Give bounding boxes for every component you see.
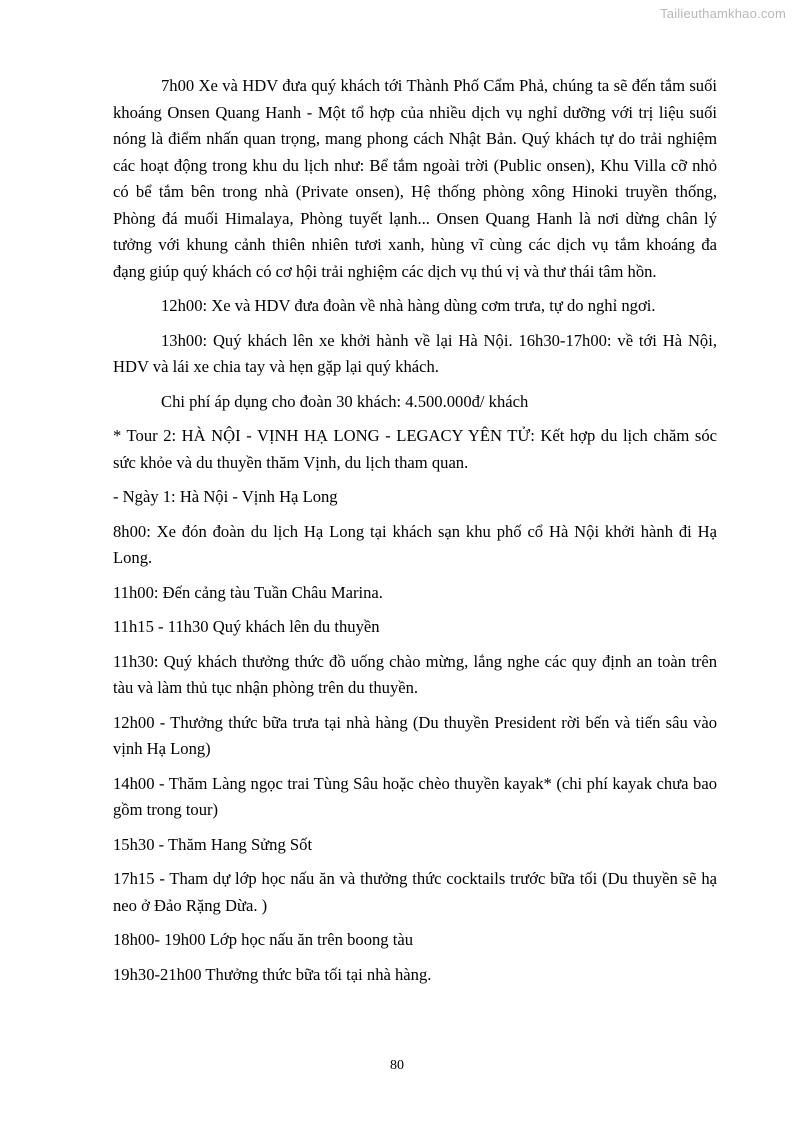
schedule-item-1100: 11h00: Đến cảng tàu Tuần Châu Marina. <box>113 582 383 602</box>
page-number: 80 <box>390 1058 404 1073</box>
schedule-item-1530: 15h30 - Thăm Hang Sửng Sốt <box>113 834 313 854</box>
paragraph-onsen-visit: 7h00 Xe và HDV đưa quý khách tới Thành Phố Cẩm Phả, chúng ta sẽ đến tắm suối khoáng Onsen Quang Hanh - Một tổ hợp của nhiều dịch vụ nghỉ dưỡng với trị liệu suối nóng là điểm nhấn quan trọng, mang phong cách Nhật Bản. Quý khách tự do trải nghiệm các hoạt động trong khu du lịch như: Bể tắm ngoài trời (Public onsen), Khu Villa cỡ nhỏ có bể tắm bên trong nhà (Private onsen), Hệ thống phòng xông Hinoki truyền thống, Phòng đá muối Himalaya, Phòng tuyết lạnh... Onsen Quang Hanh là nơi dừng chân lý tưởng với khung cảnh thiên nhiên tươi xanh, hùng vĩ cùng các dịch vụ tắm khoáng đa đạng giúp quý khách có cơ hội trải nghiệm các dịch vụ thú vị và thư thái tâm hồn. <box>113 76 717 281</box>
schedule-item-1715: 17h15 - Tham dự lớp học nấu ăn và thưởng thức cocktails trước bữa tối (Du thuyền sẽ hạ neo ở Đảo Rặng Dừa. ) <box>113 869 717 915</box>
schedule-item-1400: 14h00 - Thăm Làng ngọc trai Tùng Sâu hoặc chèo thuyền kayak* (chi phí kayak chưa bao gồm trong tour) <box>113 773 717 819</box>
schedule-item-1200: 12h00 - Thưởng thức bữa trưa tại nhà hàng (Du thuyền President rời bến và tiến sâu vào vịnh Hạ Long) <box>113 712 717 758</box>
paragraph-tour-2-title: * Tour 2: HÀ NỘI - VỊNH HẠ LONG - LEGACY YÊN TỬ: Kết hợp du lịch chăm sóc sức khỏe và du thuyền thăm Vịnh, du lịch tham quan. <box>113 426 717 472</box>
document-body <box>113 73 717 996</box>
schedule-item-0800: 8h00: Xe đón đoàn du lịch Hạ Long tại khách sạn khu phố cổ Hà Nội khởi hành đi Hạ Long. <box>113 521 717 567</box>
schedule-item-1800: 18h00- 19h00 Lớp học nấu ăn trên boong tàu <box>113 930 414 949</box>
schedule-item-1130: 11h30: Quý khách thưởng thức đồ uống chào mừng, lắng nghe các quy định an toàn trên tàu và làm thủ tục nhận phòng trên du thuyền. <box>113 651 717 697</box>
paragraph-lunch: 12h00: Xe và HDV đưa đoàn về nhà hàng dùng cơm trưa, tự do nghỉ ngơi. <box>161 296 656 315</box>
paragraph-return-hanoi: 13h00: Quý khách lên xe khởi hành về lại Hà Nội. 16h30-17h00: về tới Hà Nội, HDV và lái xe chia tay và hẹn gặp lại quý khách. <box>113 330 717 376</box>
paragraph-cost: Chi phí áp dụng cho đoàn 30 khách: 4.500.000đ/ khách <box>161 391 529 411</box>
schedule-item-1115: 11h15 - 11h30 Quý khách lên du thuyền <box>113 617 380 636</box>
paragraph-day-1: - Ngày 1: Hà Nội - Vịnh Hạ Long <box>113 487 338 506</box>
schedule-item-1930: 19h30-21h00 Thưởng thức bữa tối tại nhà hàng. <box>113 964 432 984</box>
watermark: Tailieuthamkhao.com <box>660 6 786 21</box>
